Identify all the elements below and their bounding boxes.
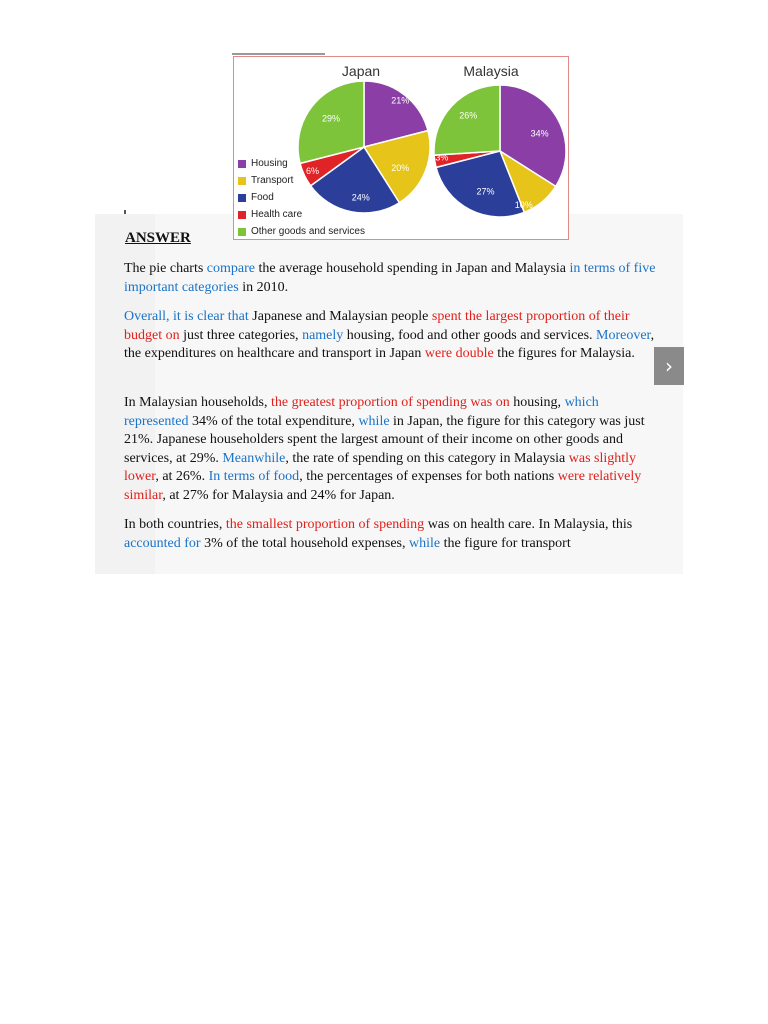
text-run: was on health care. In Malaysia, this — [424, 517, 633, 532]
highlighted-phrase: the greatest proportion of spending was on — [270, 395, 510, 410]
highlighted-phrase: accounted for — [124, 535, 201, 551]
text-run: the average household spending in Japan and Malaysia — [255, 261, 570, 276]
legend-item-transport — [238, 172, 365, 189]
legend-label: Housing — [251, 158, 288, 169]
legend-item-food — [238, 189, 365, 206]
text-run: 3% of the total household expenses, — [200, 535, 409, 551]
japan-pie-title: Japan — [341, 63, 381, 79]
chevron-right-icon: › — [665, 354, 673, 378]
highlighted-phrase: while — [358, 413, 390, 429]
paragraph-overview — [124, 308, 664, 364]
legend-label: Food — [251, 192, 274, 203]
legend-swatch — [238, 228, 246, 236]
legend-item-other — [238, 223, 365, 240]
text-run: Japanese and Malaysian people — [248, 309, 432, 324]
highlighted-phrase: in terms of five important categories — [124, 261, 656, 295]
highlighted-phrase: while — [408, 535, 441, 551]
highlighted-phrase: Meanwhile — [222, 450, 286, 466]
text-run: , the percentages of expenses for both nations — [299, 469, 558, 484]
highlighted-phrase: Moreover — [596, 327, 651, 343]
pie-data-label: 29% — [321, 113, 341, 124]
highlighted-phrase: the smallest proportion of spending — [225, 517, 425, 532]
chart-legend — [238, 155, 365, 240]
pie-data-label: 6% — [306, 166, 320, 177]
page-mark — [124, 210, 126, 214]
pie-data-label: 34% — [530, 128, 549, 139]
answer-heading: ANSWER — [125, 230, 191, 246]
pie-data-label: 26% — [459, 110, 478, 121]
paragraph-details — [124, 394, 664, 505]
text-run: The pie charts — [124, 261, 207, 276]
text-run: 34% of the total expenditure, — [188, 413, 359, 429]
pie-data-label: 20% — [391, 162, 410, 173]
text-run: just three categories, — [179, 327, 303, 343]
legend-label: Other goods and services — [251, 226, 365, 237]
text-run: , the expenditures on healthcare and transport in Japan — [124, 327, 655, 361]
highlighted-phrase: spent the largest proportion of their budget on — [124, 309, 630, 343]
highlighted-phrase: compare — [206, 261, 255, 276]
paragraph-intro — [124, 260, 664, 297]
text-run: , the rate of spending on this category in Malaysia — [285, 450, 569, 466]
highlighted-phrase: In terms of food — [208, 469, 300, 484]
legend-swatch — [238, 160, 246, 168]
highlighted-phrase: were double — [424, 346, 494, 361]
legend-swatch — [238, 211, 246, 219]
pie-data-label: 3% — [435, 152, 449, 163]
legend-label: Transport — [251, 175, 294, 186]
legend-item-health-care — [238, 206, 365, 223]
legend-item-housing — [238, 155, 365, 172]
pie-data-label: 27% — [476, 186, 495, 197]
text-run: In Malaysian households, — [124, 395, 271, 410]
pie-data-label: 10% — [514, 199, 533, 210]
legend-label: Health care — [251, 209, 303, 220]
paragraph-health-care — [124, 516, 664, 553]
text-run: housing, — [509, 395, 565, 410]
highlighted-phrase: Overall, it is clear that — [124, 309, 249, 324]
text-run: In both countries, — [124, 517, 226, 532]
text-run: , at 26%. — [155, 469, 209, 484]
text-run: in 2010. — [238, 279, 289, 295]
highlighted-phrase: was slightly lower — [124, 450, 637, 484]
highlighted-phrase: namely — [302, 327, 344, 343]
highlighted-phrase: were relatively similar — [124, 469, 642, 503]
text-run: , at 27% for Malaysia and 24% for Japan. — [162, 487, 395, 503]
text-run: the figures for Malaysia. — [493, 346, 635, 361]
legend-swatch — [238, 194, 246, 202]
legend-swatch — [238, 177, 246, 185]
next-page-button[interactable] — [654, 347, 684, 385]
text-run: in Japan, the figure for this category was just 21%. Japanese householders spent the largest amount of their income on other goods and services, at 29%. — [124, 413, 645, 466]
highlighted-phrase: which represented — [124, 395, 599, 429]
figure-top-rule — [232, 53, 325, 55]
text-run: the figure for transport — [440, 535, 571, 551]
malaysia-pie-title: Malaysia — [463, 63, 519, 79]
text-run: housing, food and other goods and services. — [343, 327, 597, 343]
pie-data-label: 21% — [391, 95, 410, 106]
pie-data-label: 24% — [351, 192, 370, 203]
pie-charts-figure — [233, 56, 569, 240]
